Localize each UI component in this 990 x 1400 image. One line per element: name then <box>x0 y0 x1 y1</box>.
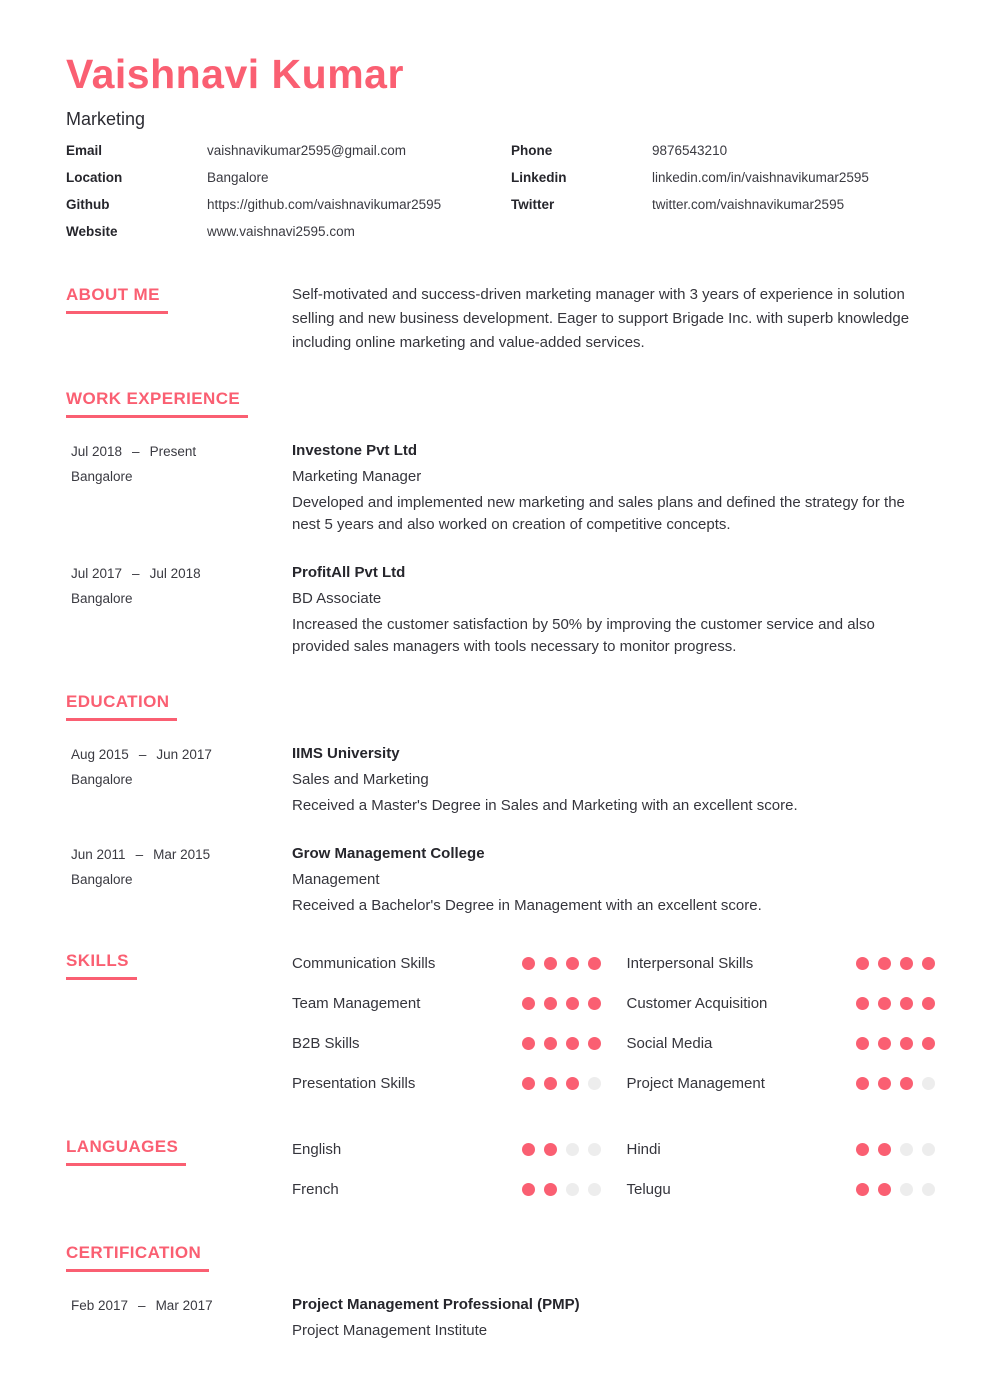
rating-dot-empty <box>900 1143 913 1156</box>
language-item <box>292 1169 601 1209</box>
contact-row-phone <box>511 143 935 170</box>
school-name: Grow Management College <box>292 845 485 863</box>
education-entry-body <box>292 845 935 917</box>
rating-dot-filled <box>522 997 535 1010</box>
contact-value-email: vaishnavikumar2595@gmail.com <box>207 143 407 159</box>
date-start: Feb 2017 <box>71 1298 129 1314</box>
certification-entry-dates <box>71 1298 292 1313</box>
certification-name: Project Management Professional (PMP) <box>292 1296 580 1314</box>
contact-value-github: https://github.com/vaishnavikumar2595 <box>207 197 442 213</box>
rating-dot-filled <box>522 1183 535 1196</box>
date-start: Jul 2017 <box>71 566 123 582</box>
certification-heading: CERTIFICATION <box>66 1243 209 1272</box>
rating-dot-filled <box>900 1077 913 1090</box>
date-separator: – <box>132 444 140 460</box>
rating-dot-filled <box>922 957 935 970</box>
rating-dot-empty <box>922 1183 935 1196</box>
rating-dot-empty <box>588 1183 601 1196</box>
rating-dot-filled <box>878 1037 891 1050</box>
contact-value-phone: 9876543210 <box>652 143 728 159</box>
skill-rating <box>856 957 935 970</box>
school-name: IIMS University <box>292 745 400 763</box>
contact-label-linkedin: Linkedin <box>511 170 567 186</box>
rating-dot-empty <box>566 1143 579 1156</box>
skill-rating <box>856 1037 935 1050</box>
skill-item <box>292 1063 601 1103</box>
date-separator: – <box>135 847 144 863</box>
skill-item <box>627 1023 936 1063</box>
language-rating <box>856 1183 935 1196</box>
education-heading: EDUCATION <box>66 692 177 721</box>
work-entry-dates <box>71 566 292 581</box>
section-work-experience <box>66 389 935 658</box>
date-end: Mar 2015 <box>153 847 211 863</box>
education-entry-body <box>292 745 935 817</box>
skill-item <box>292 943 601 983</box>
skill-rating <box>856 1077 935 1090</box>
education-description: Received a Bachelor's Degree in Management with an excellent score. <box>292 897 762 915</box>
about-text: Self-motivated and success-driven marketing manager with 3 years of experience in solution selling and new business development. Eager to support Brigade Inc. with superb knowledge including online marketing and value-added services. <box>292 286 910 352</box>
contact-row-website <box>66 224 511 251</box>
skill-rating <box>856 997 935 1010</box>
date-start: Jul 2018 <box>71 444 123 460</box>
languages-grid <box>292 1129 935 1209</box>
rating-dot-filled <box>544 997 557 1010</box>
skill-rating <box>522 1077 601 1090</box>
skill-name: Team Management <box>292 994 421 1012</box>
date-separator: – <box>132 566 140 582</box>
rating-dot-filled <box>856 1183 869 1196</box>
languages-heading-cell <box>66 1137 292 1166</box>
education-description: Received a Master's Degree in Sales and Marketing with an excellent score. <box>292 797 798 815</box>
work-entry-meta <box>66 442 292 484</box>
rating-dot-empty <box>922 1077 935 1090</box>
language-rating <box>856 1143 935 1156</box>
contact-label-email: Email <box>66 143 103 159</box>
rating-dot-empty <box>566 1183 579 1196</box>
skill-name: Communication Skills <box>292 954 436 972</box>
contact-column-left <box>66 143 511 251</box>
skill-name: Presentation Skills <box>292 1074 416 1092</box>
section-languages <box>66 1137 935 1209</box>
date-end: Jun 2017 <box>156 747 212 763</box>
language-rating <box>522 1183 601 1196</box>
job-description: Increased the customer satisfaction by 50% by improving the customer service and also provided sales managers with tools necessary to monitor progress. <box>292 616 875 656</box>
skill-name: Interpersonal Skills <box>626 954 754 972</box>
candidate-name: Vaishnavi Kumar <box>66 51 404 97</box>
education-entry <box>66 745 935 817</box>
contact-label-phone: Phone <box>511 143 553 159</box>
section-education <box>66 692 935 917</box>
work-heading: WORK EXPERIENCE <box>66 389 248 418</box>
rating-dot-filled <box>566 1077 579 1090</box>
contact-row-github <box>66 197 511 224</box>
date-end: Jul 2018 <box>149 566 201 582</box>
language-name: French <box>292 1180 339 1198</box>
language-item <box>627 1129 936 1169</box>
education-heading-row <box>66 692 935 721</box>
degree-name: Management <box>292 871 380 889</box>
rating-dot-filled <box>566 957 579 970</box>
rating-dot-filled <box>900 997 913 1010</box>
rating-dot-empty <box>588 1077 601 1090</box>
about-heading-cell <box>66 285 292 314</box>
rating-dot-empty <box>900 1183 913 1196</box>
degree-name: Sales and Marketing <box>292 771 429 789</box>
rating-dot-filled <box>878 1143 891 1156</box>
rating-dot-filled <box>922 997 935 1010</box>
section-certification <box>66 1243 935 1339</box>
skills-heading: SKILLS <box>66 951 137 980</box>
contact-value-linkedin: linkedin.com/in/vaishnavikumar2595 <box>652 170 869 186</box>
skills-heading-cell <box>66 951 292 980</box>
date-start: Jun 2011 <box>71 847 126 863</box>
contact-label-github: Github <box>66 197 110 213</box>
contact-info <box>66 143 935 251</box>
rating-dot-filled <box>588 957 601 970</box>
education-entry-dates <box>71 747 292 762</box>
rating-dot-filled <box>922 1037 935 1050</box>
work-entry-dates <box>71 444 292 459</box>
company-name: Investone Pvt Ltd <box>292 442 418 460</box>
rating-dot-filled <box>544 1183 557 1196</box>
rating-dot-filled <box>900 957 913 970</box>
education-entry-meta <box>66 845 292 887</box>
work-entry-meta <box>66 564 292 606</box>
certification-issuer: Project Management Institute <box>292 1322 488 1340</box>
about-heading: ABOUT ME <box>66 285 168 314</box>
rating-dot-filled <box>878 957 891 970</box>
education-entry-location: Bangalore <box>71 872 133 888</box>
language-name: English <box>292 1140 342 1158</box>
rating-dot-filled <box>544 1077 557 1090</box>
rating-dot-filled <box>878 1183 891 1196</box>
rating-dot-filled <box>856 1077 869 1090</box>
certification-entry-meta <box>66 1296 292 1313</box>
rating-dot-filled <box>856 1037 869 1050</box>
work-entry-body <box>292 442 935 536</box>
rating-dot-filled <box>878 997 891 1010</box>
languages-heading: LANGUAGES <box>66 1137 186 1166</box>
education-entry <box>66 845 935 917</box>
rating-dot-empty <box>922 1143 935 1156</box>
skill-item <box>627 1063 936 1103</box>
language-rating <box>522 1143 601 1156</box>
rating-dot-filled <box>566 997 579 1010</box>
candidate-title: Marketing <box>66 109 146 130</box>
contact-value-twitter: twitter.com/vaishnavikumar2595 <box>652 197 845 213</box>
certification-entry-body <box>292 1296 935 1339</box>
job-role: BD Associate <box>292 590 382 608</box>
date-separator: – <box>138 747 147 763</box>
contact-label-twitter: Twitter <box>511 197 555 213</box>
work-entry <box>66 564 935 658</box>
work-entry-location: Bangalore <box>71 469 133 485</box>
language-name: Hindi <box>626 1140 661 1158</box>
rating-dot-filled <box>588 997 601 1010</box>
certification-heading-row <box>66 1243 935 1272</box>
skill-rating <box>522 957 601 970</box>
certification-entry <box>66 1296 935 1339</box>
skill-name: B2B Skills <box>292 1034 360 1052</box>
work-entry <box>66 442 935 536</box>
rating-dot-filled <box>588 1037 601 1050</box>
rating-dot-filled <box>544 1143 557 1156</box>
skill-item <box>627 983 936 1023</box>
contact-value-location: Bangalore <box>207 170 269 186</box>
work-entry-body <box>292 564 935 658</box>
rating-dot-filled <box>856 997 869 1010</box>
job-description: Developed and implemented new marketing and sales plans and defined the strategy for the nest 5 years and also worked on creation of competitive concepts. <box>292 494 905 534</box>
rating-dot-filled <box>856 1143 869 1156</box>
skill-item <box>627 943 936 983</box>
resume-header <box>66 52 935 251</box>
education-entry-location: Bangalore <box>71 772 133 788</box>
skill-rating <box>522 1037 601 1050</box>
contact-label-website: Website <box>66 224 118 240</box>
date-end: Present <box>149 444 197 460</box>
rating-dot-filled <box>900 1037 913 1050</box>
skill-item <box>292 983 601 1023</box>
skill-name: Customer Acquisition <box>626 994 768 1012</box>
skill-rating <box>522 997 601 1010</box>
language-name: Telugu <box>626 1180 671 1198</box>
rating-dot-filled <box>522 1077 535 1090</box>
rating-dot-filled <box>522 957 535 970</box>
education-entry-meta <box>66 745 292 787</box>
rating-dot-filled <box>522 1037 535 1050</box>
contact-value-website: www.vaishnavi2595.com <box>207 224 355 240</box>
rating-dot-filled <box>544 957 557 970</box>
work-entry-location: Bangalore <box>71 591 133 607</box>
date-separator: – <box>138 1298 146 1314</box>
work-heading-row <box>66 389 935 418</box>
contact-row-twitter <box>511 197 935 224</box>
skill-item <box>292 1023 601 1063</box>
rating-dot-filled <box>878 1077 891 1090</box>
contact-column-right <box>511 143 935 251</box>
rating-dot-filled <box>856 957 869 970</box>
education-entry-dates <box>71 847 292 862</box>
rating-dot-filled <box>522 1143 535 1156</box>
skills-grid <box>292 943 935 1103</box>
skill-name: Social Media <box>626 1034 713 1052</box>
rating-dot-empty <box>588 1143 601 1156</box>
company-name: ProfitAll Pvt Ltd <box>292 564 406 582</box>
contact-row-email <box>66 143 511 170</box>
contact-label-location: Location <box>66 170 123 186</box>
contact-row-linkedin <box>511 170 935 197</box>
language-item <box>627 1169 936 1209</box>
date-start: Aug 2015 <box>71 747 129 763</box>
rating-dot-filled <box>544 1037 557 1050</box>
job-role: Marketing Manager <box>292 468 422 486</box>
skill-name: Project Management <box>626 1074 765 1092</box>
contact-row-location <box>66 170 511 197</box>
rating-dot-filled <box>566 1037 579 1050</box>
language-item <box>292 1129 601 1169</box>
section-about <box>66 285 935 355</box>
date-end: Mar 2017 <box>155 1298 213 1314</box>
section-skills <box>66 951 935 1103</box>
